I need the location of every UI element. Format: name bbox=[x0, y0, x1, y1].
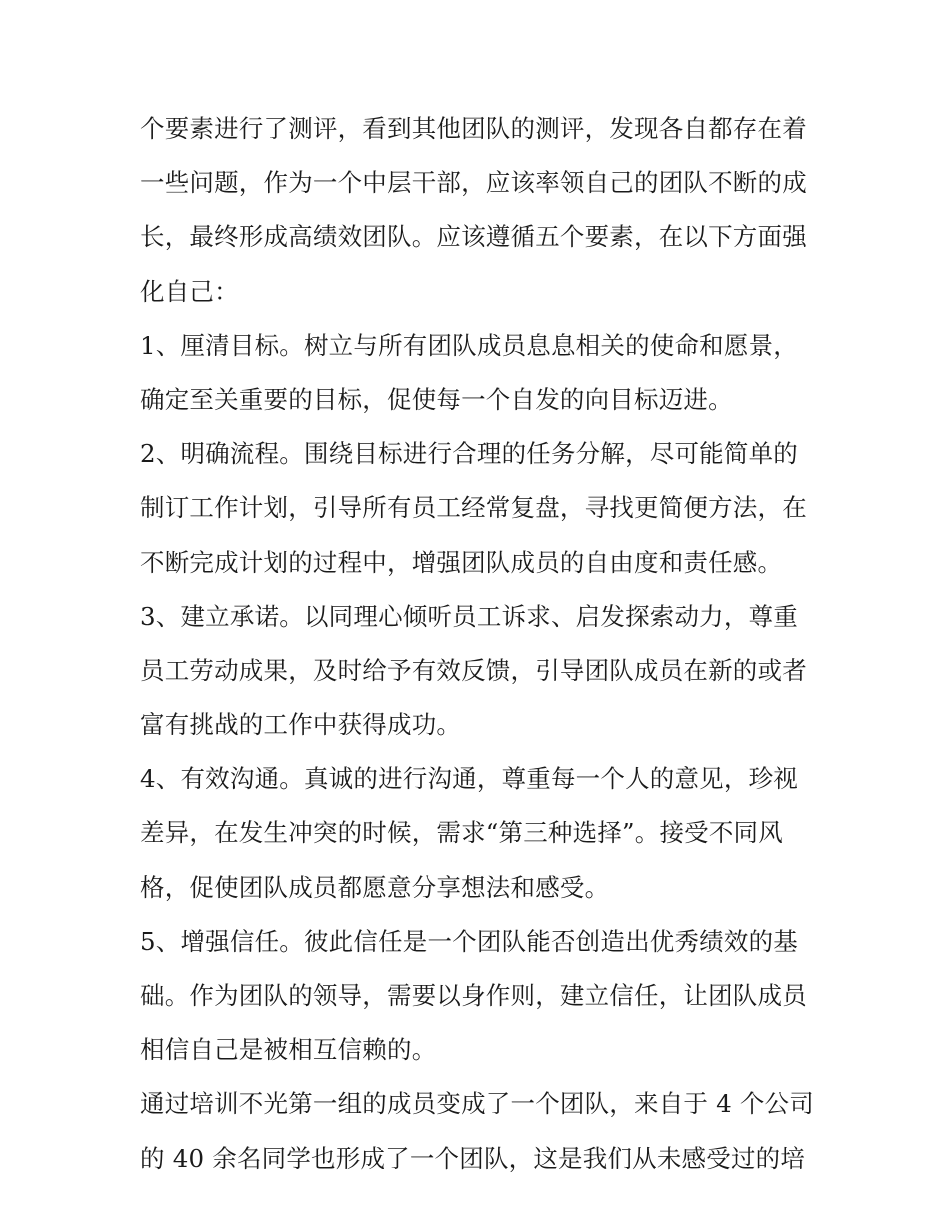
list-item-4-line: 差异，在发生冲突的时候，需求“第三种选择”。接受不同风 bbox=[140, 818, 783, 848]
text-line: 一些问题，作为一个中层干部，应该率领自己的团队不断的成 bbox=[140, 168, 807, 198]
list-item-1-line: 1、厘清目标。树立与所有团队成员息息相关的使命和愿景， bbox=[140, 330, 798, 360]
list-item-3-line: 富有挑战的工作中获得成功。 bbox=[140, 710, 462, 740]
list-item-2-line: 不断完成计划的过程中，增强团队成员的自由度和责任感。 bbox=[140, 547, 783, 577]
text-line: 的 40 余名同学也形成了一个团队，这是我们从未感受过的培 bbox=[140, 1143, 806, 1173]
text-line: 通过培训不光第一组的成员变成了一个团队，来自于 4 个公司 bbox=[140, 1089, 814, 1119]
list-item-3-line: 3、建立承诺。以同理心倾听员工诉求、启发探索动力，尊重 bbox=[140, 601, 798, 631]
text-line: 化自己： bbox=[140, 276, 239, 306]
list-item-2-line: 制订工作计划，引导所有员工经常复盘，寻找更简便方法，在 bbox=[140, 493, 807, 523]
list-item-4-line: 4、有效沟通。真诚的进行沟通，尊重每一个人的意见，珍视 bbox=[140, 764, 798, 794]
list-item-5-line: 相信自己是被相互信赖的。 bbox=[140, 1035, 437, 1065]
list-item-5-line: 5、增强信任。彼此信任是一个团队能否创造出优秀绩效的基 bbox=[140, 926, 798, 956]
list-item-5-line: 础。作为团队的领导，需要以身作则，建立信任，让团队成员 bbox=[140, 981, 807, 1010]
list-item-1-line: 确定至关重要的目标，促使每一个自发的向目标迈进。 bbox=[140, 384, 733, 414]
body-text bbox=[140, 102, 820, 1186]
text-line: 个要素进行了测评，看到其他团队的测评，发现各自都存在着 bbox=[140, 114, 807, 143]
list-item-2-line: 2、明确流程。围绕目标进行合理的任务分解，尽可能简单的 bbox=[140, 439, 798, 469]
list-item-4-line: 格，促使团队成员都愿意分享想法和感受。 bbox=[140, 872, 610, 902]
text-line: 长，最终形成高绩效团队。应该遵循五个要素，在以下方面强 bbox=[140, 222, 807, 252]
list-item-3-line: 员工劳动成果，及时给予有效反馈，引导团队成员在新的或者 bbox=[140, 655, 807, 685]
